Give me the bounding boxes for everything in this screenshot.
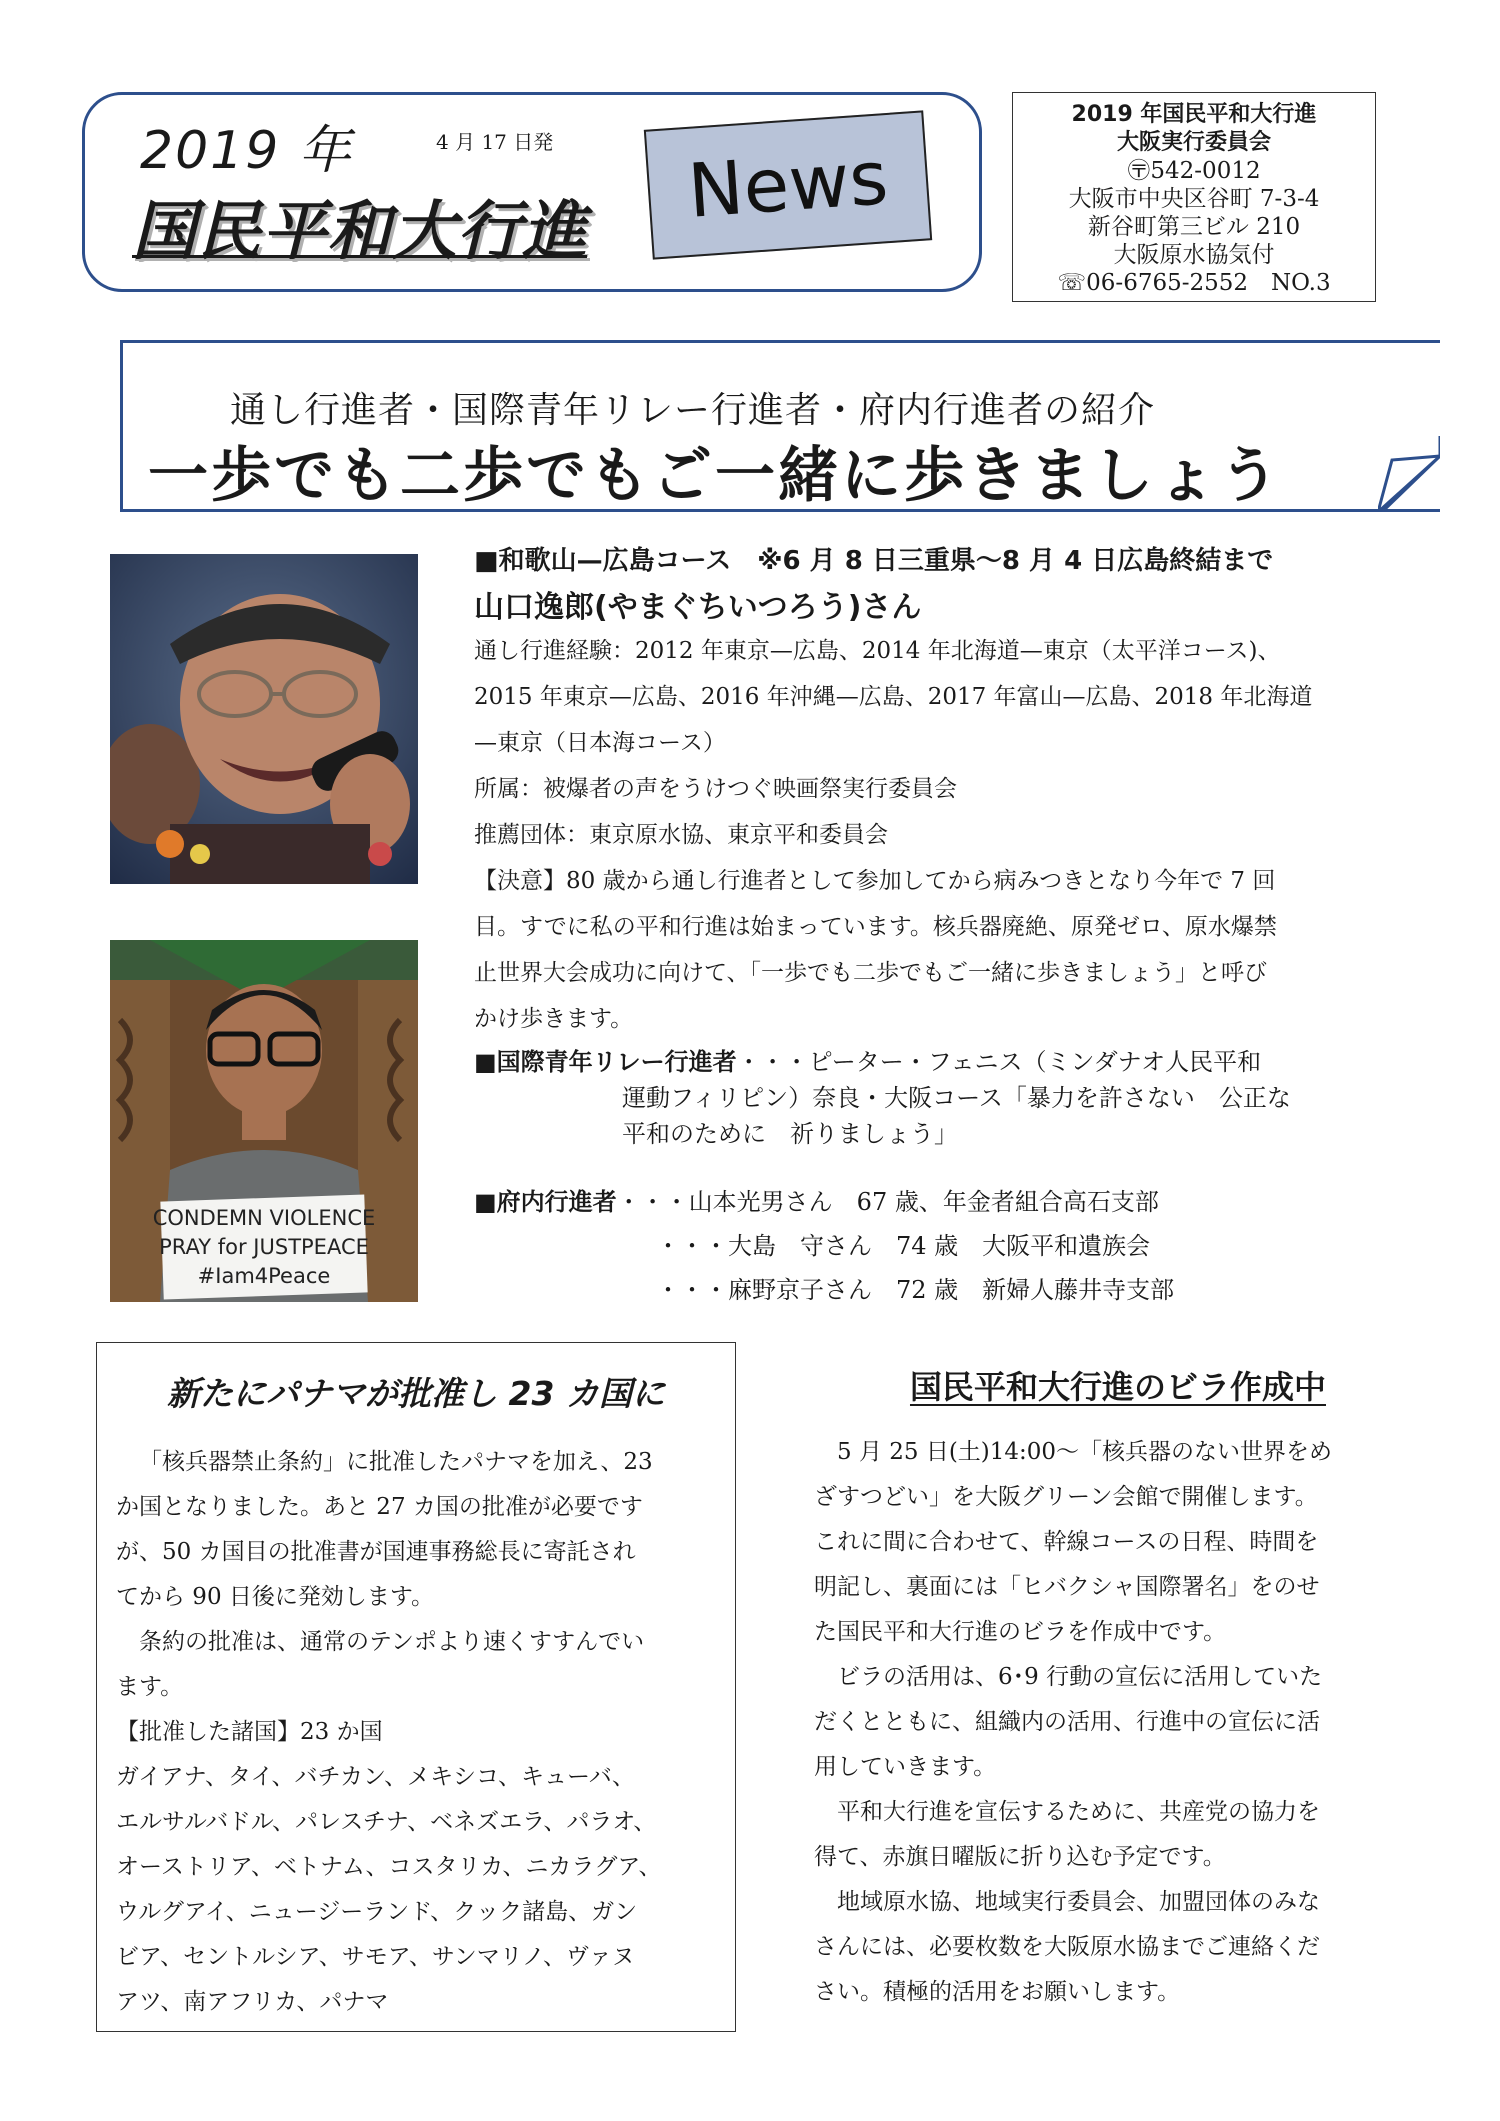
relay-line: ・・・ピーター・フェニス（ミンダナオ人民平和: [736, 1048, 1262, 1076]
profile-line: 通し行進経験：2012 年東京—広島、2014 年北海道—東京（太平洋コース)、: [474, 638, 1281, 664]
publisher-address-box: [1012, 92, 1376, 302]
address-street: 大阪市中央区谷町 7-3-4: [1068, 186, 1320, 212]
article-line: てから 90 日後に発効します。: [116, 1584, 435, 1610]
prefectural-row: ・・・麻野京子さん 72 歳 新婦人藤井寺支部: [656, 1276, 1175, 1304]
profile-line: —東京（日本海コース）: [474, 730, 726, 756]
relay-line: 平和のために 祈りましょう」: [622, 1120, 958, 1148]
walker-name: 山口逸郎(やまぐちいつろう)さん: [474, 590, 922, 625]
prefectural-row: ・・・大島 守さん 74 歳 大阪平和遺族会: [656, 1232, 1151, 1260]
article-line: ビア、セントルシア、サモア、サンマリノ、ヴァヌ: [116, 1944, 635, 1970]
article-line: オーストリア、ベトナム、コスタリカ、ニカラグア、: [116, 1854, 662, 1880]
article-line: た国民平和大行進のビラを作成中です。: [814, 1619, 1227, 1645]
profile-line: かけ歩きます。: [474, 1006, 634, 1032]
flyer-article-body: [814, 1430, 1414, 2015]
profile-line: 所属：被爆者の声をうけつぐ映画祭実行委員会: [474, 776, 957, 802]
sign-text-line2: PRAY for JUSTPEACE: [159, 1235, 369, 1259]
prefectural-heading: ■府内行進者: [474, 1188, 617, 1216]
article-line: エルサルバドル、パレスチナ、ベネズエラ、パラオ、: [116, 1809, 657, 1835]
walker-photo-yamaguchi: [110, 554, 418, 884]
article-line: 用していきます。: [814, 1754, 997, 1780]
article-line: さんには、必要枚数を大阪原水協までご連絡くだ: [814, 1934, 1320, 1960]
article-line: 「核兵器禁止条約」に批准したパナマを加え、23: [139, 1449, 653, 1475]
article-line: ガイアナ、タイ、バチカン、メキシコ、キューバ、: [116, 1764, 635, 1790]
flyer-article-title: [798, 1362, 1438, 1408]
header-date: 4 月 17 日発: [436, 130, 554, 154]
article-line: 5 月 25 日(土)14:00〜「核兵器のない世界をめ: [837, 1439, 1333, 1465]
banner-headline: 一歩でも二歩でもご一緒に歩きましょう: [148, 441, 1282, 511]
banner-subtitle: 通し行進者・国際青年リレー行進者・府内行進者の紹介: [230, 390, 1156, 431]
article-line: ざすつどい」を大阪グリーン会館で開催します。: [814, 1484, 1318, 1510]
newsletter-title: 国民平和大行進: [132, 195, 587, 269]
prefectural-row: ・・・山本光男さん 67 歳、年金者組合高石支部: [616, 1188, 1159, 1216]
course-heading: ■和歌山—広島コース ※6 月 8 日三重県〜8 月 4 日広島終結まで: [474, 546, 1274, 576]
news-label: News: [685, 135, 891, 235]
profile-line: 【決意】80 歳から通し行進者として参加してから病みつきとなり今年で 7 回: [474, 868, 1276, 894]
treaty-article-body: [116, 1440, 720, 2025]
page-curl-icon: [1378, 436, 1440, 512]
article-line: ビラの活用は、6･9 行動の宣伝に活用していた: [837, 1664, 1323, 1690]
article-line: 明記し、裏面には「ヒバクシャ国際署名」をのせ: [814, 1574, 1320, 1600]
article-line: 【批准した諸国】23 か国: [116, 1719, 383, 1745]
article-line: アツ、南アフリカ、パナマ: [116, 1989, 389, 2015]
profile-line: 2015 年東京—広島、2016 年沖縄—広島、2017 年富山—広島、2018 年北海道: [474, 684, 1313, 710]
walker-profile: [474, 628, 1404, 1042]
address-building: 新谷町第三ビル 210: [1087, 214, 1301, 240]
article-line: 条約の批准は、通常のテンポより速くすすんでい: [139, 1629, 645, 1655]
relay-walker-section: [474, 1044, 1404, 1152]
address-org-line2: 大阪実行委員会: [1116, 130, 1271, 155]
address-org-line1: 2019 年国民平和大行進: [1071, 102, 1317, 127]
relay-walker-photo: [110, 940, 418, 1302]
address-phone: ☏06-6765-2552 NO.3: [1057, 270, 1331, 296]
profile-line: 目。すでに私の平和行進は始まっています。核兵器廃絶、原発ゼロ、原水爆禁: [474, 914, 1277, 940]
address-care-of: 大阪原水協気付: [1113, 242, 1275, 268]
article-line: ます。: [116, 1674, 184, 1700]
article-line: 平和大行進を宣伝するために、共産党の協力を: [837, 1799, 1320, 1825]
address-postal: 〶542-0012: [1127, 158, 1261, 184]
article-line: ウルグアイ、ニュージーランド、クック諸島、ガン: [116, 1899, 638, 1925]
article-line: 得て、赤旗日曜版に折り込む予定です。: [814, 1844, 1226, 1870]
profile-line: 止世界大会成功に向けて、「一歩でも二歩でもご一緒に歩きましょう」と呼び: [474, 960, 1268, 986]
header-year: 2019 年: [140, 121, 353, 181]
flyer-article-title-text: 国民平和大行進のビラ作成中: [909, 1368, 1326, 1406]
sign-text-line1: CONDEMN VIOLENCE: [152, 1206, 376, 1230]
treaty-article-title: 新たにパナマが批准し 23 カ国に: [167, 1374, 665, 1413]
sign-text-line3: #Iam4Peace: [197, 1264, 331, 1288]
news-badge: [644, 110, 932, 259]
profile-line: 推薦団体：東京原水協、東京平和委員会: [474, 822, 888, 848]
prefectural-walkers-section: [474, 1180, 1404, 1312]
article-line: 地域原水協、地域実行委員会、加盟団体のみな: [837, 1889, 1320, 1915]
article-line: さい。積極的活用をお願いします。: [814, 1979, 1181, 2005]
relay-heading: ■国際青年リレー行進者: [474, 1048, 737, 1076]
article-line: か国となりました。あと 27 カ国の批准が必要です: [116, 1494, 643, 1520]
article-line: だくとともに、組織内の活用、行進中の宣伝に活: [814, 1709, 1320, 1735]
article-line: これに間に合わせて、幹線コースの日程、時間を: [814, 1529, 1319, 1555]
article-line: が、50 カ国目の批准書が国連事務総長に寄託され: [116, 1539, 636, 1565]
relay-line: 運動フィリピン）奈良・大阪コース「暴力を許さない 公正な: [622, 1084, 1291, 1112]
